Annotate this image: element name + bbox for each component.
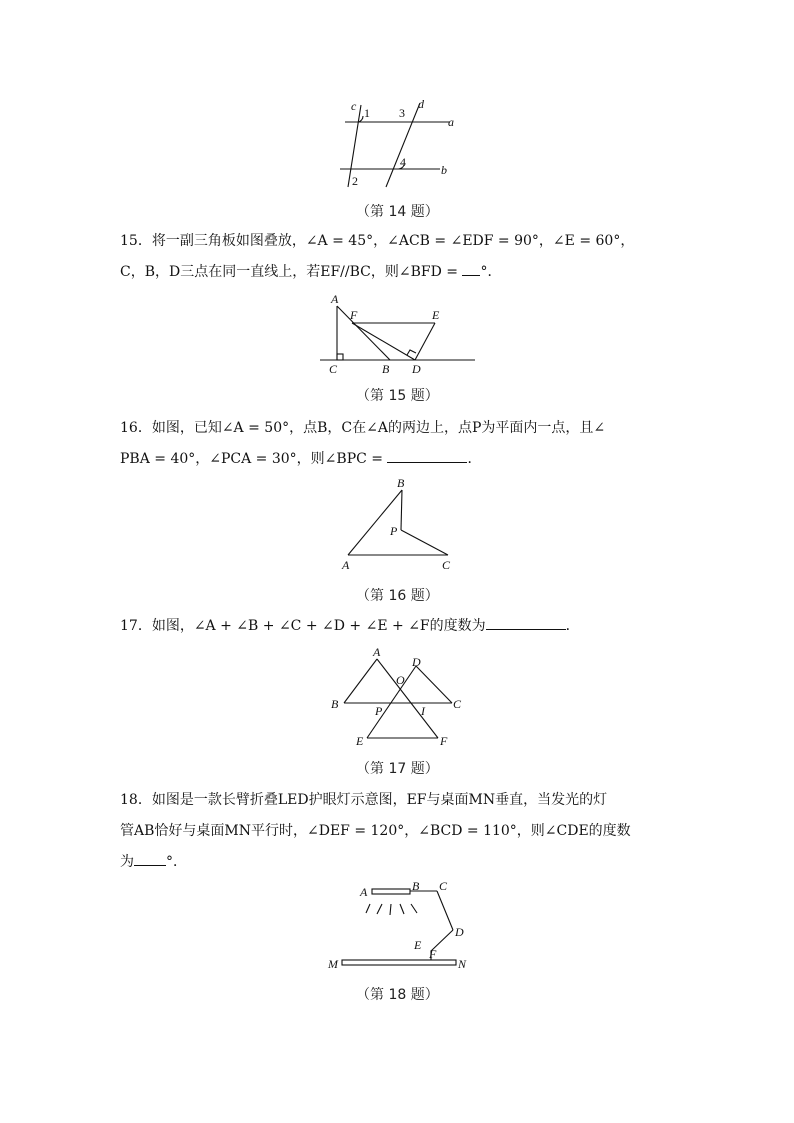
label-E: E	[356, 734, 364, 748]
caption-16: （第 16 题）	[356, 588, 439, 604]
label-C: C	[329, 362, 338, 376]
question-16-number: 16．	[120, 420, 152, 436]
segment-ab	[344, 659, 377, 703]
segment-af	[377, 659, 438, 738]
question-18-line-3: 为 °．	[120, 854, 187, 870]
label-F: F	[350, 308, 358, 322]
question-16-line-1: 16．如图，已知∠A = 50°，点B，C在∠A的两边上，点P为平面内一点，且∠	[120, 420, 606, 436]
label-D: D	[455, 925, 464, 939]
label-A: A	[342, 558, 350, 572]
label-B: B	[331, 697, 339, 711]
label-d: d	[418, 97, 424, 111]
segment-cd	[437, 891, 453, 930]
figure-14	[330, 95, 470, 195]
caption-14: （第 14 题）	[356, 204, 439, 220]
label-1: 1	[364, 106, 370, 120]
label-A: A	[360, 885, 368, 899]
question-17-line-1: 17．如图，∠A + ∠B + ∠C + ∠D + ∠E + ∠F的度数为 ．	[120, 618, 580, 634]
answer-blank-18[interactable]	[134, 853, 166, 866]
caption-17: （第 17 题）	[356, 761, 439, 777]
segment-de	[367, 666, 416, 738]
label-4: 4	[400, 155, 406, 169]
figure-16	[335, 475, 465, 575]
label-C: C	[442, 558, 451, 572]
label-a: a	[448, 115, 454, 129]
segment-pc	[401, 530, 448, 555]
lamp-tube-ab	[372, 889, 410, 894]
segment-fd	[352, 323, 415, 360]
caption-15: （第 15 题）	[356, 388, 439, 404]
desk-mn	[342, 960, 456, 965]
label-F: F	[440, 734, 448, 748]
segment-ed	[415, 323, 435, 360]
label-P: P	[390, 524, 398, 538]
caption-18: （第 18 题）	[356, 987, 439, 1003]
label-I: I	[421, 704, 425, 718]
question-17-number: 17．	[120, 618, 152, 634]
answer-blank-17[interactable]	[486, 617, 566, 630]
label-c: c	[351, 99, 357, 113]
segment-ab	[348, 490, 402, 555]
question-15-line-2: C，B，D三点在同一直线上，若EF//BC，则∠BFD = °．	[120, 264, 502, 280]
label-2: 2	[352, 174, 358, 188]
question-18-line-1: 18．如图是一款长臂折叠LED护眼灯示意图，EF与桌面MN垂直，当发光的灯	[120, 792, 608, 808]
label-A: A	[373, 645, 381, 659]
label-B: B	[382, 362, 390, 376]
label-F: F	[429, 947, 437, 961]
right-angle-d	[407, 350, 416, 355]
label-P: P	[375, 704, 383, 718]
light-rays	[366, 904, 417, 915]
label-3: 3	[399, 106, 405, 120]
label-A: A	[331, 292, 339, 306]
label-D: D	[412, 362, 421, 376]
question-18-number: 18．	[120, 792, 152, 808]
question-15-line-1: 15．将一副三角板如图叠放，∠A = 45°，∠ACB = ∠EDF = 90°，∠E = 60°，	[120, 233, 635, 249]
label-M: M	[328, 957, 338, 971]
label-O: O	[396, 673, 405, 687]
figure-18	[325, 878, 475, 976]
segment-bp	[401, 490, 402, 530]
label-B: B	[412, 879, 420, 893]
right-angle-c	[337, 354, 343, 360]
label-D: D	[412, 655, 421, 669]
answer-blank-16[interactable]	[387, 450, 467, 463]
label-b: b	[441, 163, 447, 177]
label-C: C	[453, 697, 462, 711]
question-15-number: 15．	[120, 233, 152, 249]
label-N: N	[458, 957, 467, 971]
question-16-line-2: PBA = 40°，∠PCA = 30°，则∠BPC = ．	[120, 451, 482, 467]
label-C: C	[439, 879, 448, 893]
segment-ab	[337, 306, 390, 360]
answer-blank-15[interactable]	[462, 263, 480, 276]
label-E: E	[432, 308, 440, 322]
figure-15	[310, 290, 485, 378]
segment-dc	[416, 666, 452, 703]
label-E: E	[414, 938, 422, 952]
question-18-line-2: 管AB恰好与桌面MN平行时，∠DEF = 120°，∠BCD = 110°，则∠CDE的度数	[120, 823, 631, 839]
figure-17	[325, 642, 470, 750]
label-B: B	[397, 476, 405, 490]
